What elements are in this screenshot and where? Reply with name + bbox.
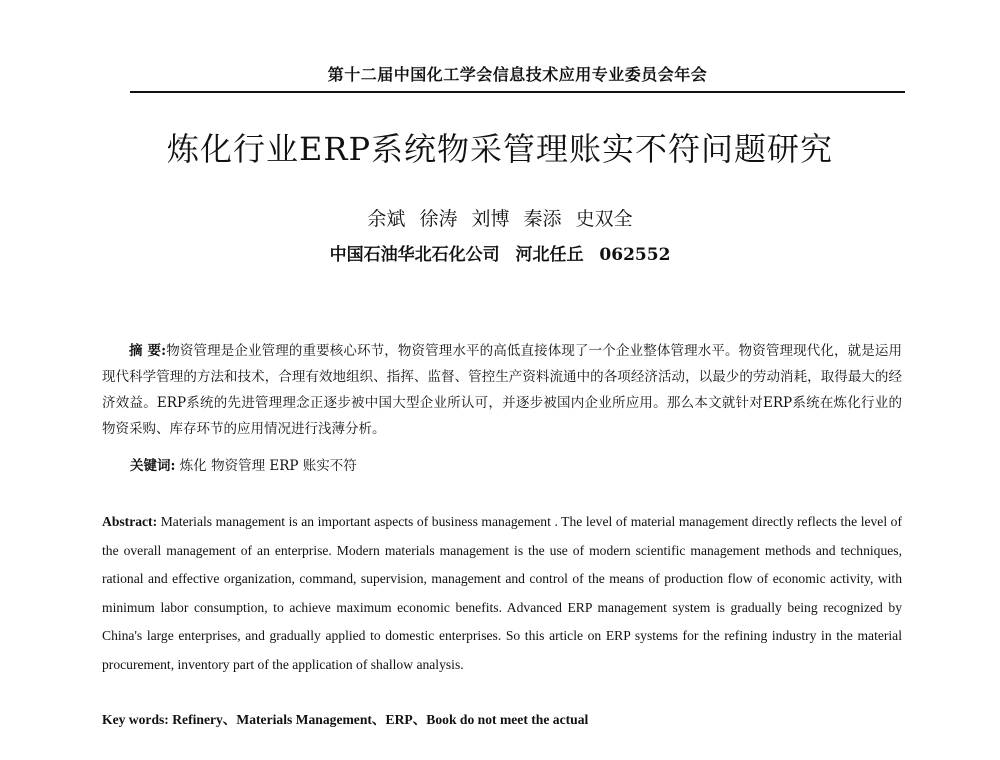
chinese-abstract xyxy=(102,338,902,442)
author-list: 余斌 徐涛 刘博 秦添 史双全 xyxy=(367,208,633,230)
paper-title: 炼化行业ERP系统物采管理账实不符问题研究 xyxy=(167,130,833,168)
english-abstract xyxy=(102,508,902,680)
conference-header: 第十二届中国化工学会信息技术应用专业委员会年会 xyxy=(327,65,708,84)
chinese-keywords-text: 炼化 物资管理 ERP 账实不符 xyxy=(179,458,357,474)
affiliation: 中国石油华北石化公司 河北任丘 062552 xyxy=(329,245,671,265)
english-keywords: Key words: Refinery、Materials Management、ERP、Book do not meet the actual xyxy=(102,712,589,727)
chinese-abstract-label: 摘 要: xyxy=(129,343,167,359)
header-rule xyxy=(130,91,905,93)
english-abstract-label: Abstract: xyxy=(102,514,158,529)
chinese-abstract-text: 物资管理是企业管理的重要核心环节，物资管理水平的高低直接体现了一个企业整体管理水平。物资管理现代化，就是运用现代科学管理的方法和技术，合理有效地组织、指挥、监督、管控生产资料流通中的各项经济活动，以最少的劳动消耗，取得最大的经济效益。ERP系统的先进管理理念正逐步被中国大型企业所认可，并逐步被国内企业所应用。那么本文就针对ERP系统在炼化行业的物资采购、库存环节的应用情况进行浅薄分析。 xyxy=(102,343,903,437)
english-abstract-text: Materials management is an important aspects of business management . The level of material management directly reflects the level of the overall management of an enterprise. Modern materials management is the use of modern scientific management methods and techniques, rational and effective organization, command, supervision, management and control of the means of production flow of economic activity, with minimum labor consumption, to achieve maximum economic benefits. Advanced ERP management system is gradually being recognized by China's large enterprises, and gradually applied to domestic enterprises. So this article on ERP systems for the refining industry in the material procurement, inventory part of the application of shallow analysis. xyxy=(102,514,903,672)
chinese-keywords-label: 关键词: xyxy=(130,458,176,474)
chinese-keywords xyxy=(130,454,900,474)
